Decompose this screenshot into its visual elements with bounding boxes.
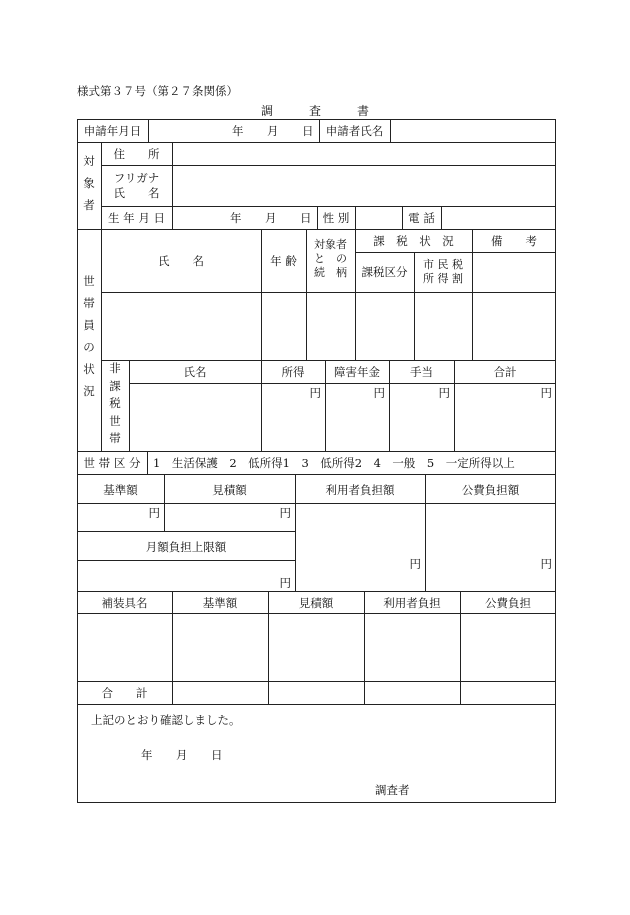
birth-year-label: 年	[230, 211, 242, 225]
public-burden-yen: 円	[540, 557, 552, 571]
household-section-label: 世 帯 員 の 状 況	[83, 274, 95, 398]
confirmation-statement: 上記のとおり確認しました。	[91, 713, 241, 727]
tax-status-header: 課 税 状 況	[373, 234, 454, 248]
document-title: 調 査 書	[260, 104, 369, 118]
remarks-header: 備 考	[491, 234, 537, 248]
nontax-name-header: 氏名	[183, 365, 207, 379]
application-day-label: 日	[302, 124, 314, 138]
nontax-allowance-yen: 円	[438, 386, 450, 400]
birth-day-label: 日	[300, 211, 312, 225]
nontax-income-yen: 円	[309, 386, 321, 400]
monthly-limit-label: 月額負担上限額	[145, 540, 227, 554]
device-estimate-header: 見積額	[298, 596, 334, 610]
rule	[77, 142, 556, 143]
device-user-burden-header: 利用者負担	[383, 596, 441, 610]
birth-month-label: 月	[265, 211, 277, 225]
user-burden-yen: 円	[409, 557, 421, 571]
household-category-label: 世 帯 区 分	[83, 456, 141, 470]
nontax-pension-yen: 円	[373, 386, 385, 400]
relation-header: 対象者 と の 続 柄	[314, 238, 347, 279]
device-base-header: 基準額	[202, 596, 238, 610]
estimate-yen: 円	[279, 506, 291, 520]
confirmation-year-label: 年	[141, 748, 153, 762]
estimate-header: 見積額	[212, 483, 247, 497]
application-year-label: 年	[232, 124, 244, 138]
name-label: 氏 名	[113, 186, 160, 200]
birthdate-label: 生 年 月 日	[108, 211, 165, 225]
investigator-label: 調査者	[375, 783, 410, 797]
nontax-pension-header: 障害年金	[334, 365, 380, 379]
application-month-label: 月	[267, 124, 279, 138]
user-burden-header: 利用者負担額	[325, 483, 395, 497]
application-date-label: 申請年月日	[83, 124, 142, 138]
phone-label: 電 話	[408, 211, 435, 225]
address-label: 住 所	[113, 147, 160, 161]
household-name-header: 氏 名	[158, 254, 204, 268]
subject-section-label: 対 象 者	[83, 154, 95, 212]
form-number: 様式第３７号（第２７条関係）	[77, 84, 238, 98]
household-category-options: 1 生活保護 2 低所得1 3 低所得2 4 一般 5 一定所得以上	[153, 456, 515, 470]
nontax-income-header: 所得	[281, 365, 305, 379]
confirmation-day-label: 日	[211, 748, 223, 762]
device-total-label: 合 計	[101, 686, 148, 700]
monthly-limit-yen: 円	[279, 576, 291, 590]
base-amount-yen: 円	[148, 506, 160, 520]
gender-label: 性 別	[322, 211, 350, 225]
tax-category-header: 課税区分	[361, 265, 408, 279]
nontax-allowance-header: 手当	[410, 365, 433, 379]
age-header: 年 齢	[270, 254, 297, 268]
confirmation-month-label: 月	[176, 748, 188, 762]
base-amount-header: 基準額	[103, 483, 138, 497]
nontax-total-yen: 円	[540, 386, 552, 400]
nontax-label: 非 課 税 世 帯	[109, 361, 121, 445]
applicant-name-label: 申請者氏名	[325, 124, 384, 138]
city-tax-header: 市 民 税 所 得 割	[423, 258, 463, 285]
furigana-label: フリガナ	[113, 171, 160, 185]
device-name-header: 補装具名	[101, 596, 148, 610]
public-burden-header: 公費負担額	[461, 483, 520, 497]
nontax-total-header: 合計	[493, 365, 517, 379]
device-public-burden-header: 公費負担	[485, 596, 531, 610]
